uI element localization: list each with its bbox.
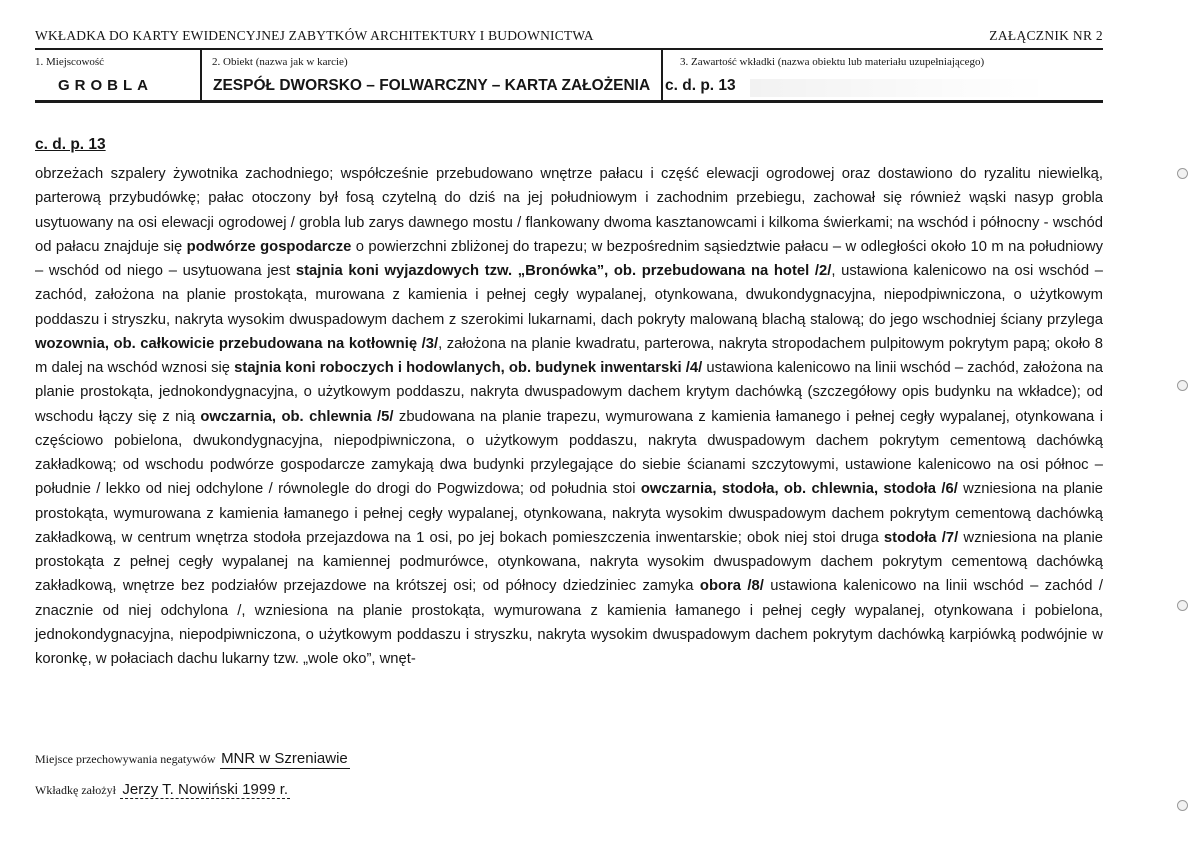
place-value: GROBLA <box>58 77 153 94</box>
annex-number: ZAŁĄCZNIK NR 2 <box>989 28 1103 43</box>
negatives-label: Miejsce przechowywania negatywów <box>35 752 216 766</box>
object-label: 2. Obiekt (nazwa jak w karcie) <box>212 56 348 68</box>
text-run: o powierzchni zbliżonej do trapezu; w bezpośrednim sąsiedztwie pałacu – w odległości około 10 m na południowy – wschód od niego – usytuowana jest <box>35 238 1103 279</box>
text-run: ustawiona kalenicowo na linii wschód – zachód, założona na planie prostokąta, jednokondygnacyjna, o użytkowym poddaszu, nakryta dwuspadowym dachem krytym dachówką (szczegółowy opis budynku na wkładce); od wschodu łączy się z nią <box>35 360 1103 425</box>
scan-smudge <box>750 79 1050 97</box>
bold-term: stajnia koni wyjazdowych tzw. „Bronówka”, ob. przebudowana na hotel /2/ <box>295 263 832 279</box>
header-rule-bottom <box>35 100 1103 103</box>
form-title: WKŁADKA DO KARTY EWIDENCYJNEJ ZABYTKÓW ARCHITEKTURY I BUDOWNICTWA <box>35 28 594 43</box>
description-paragraph <box>35 162 1103 671</box>
bold-term: owczarnia, stodoła, ob. chlewnia, stodoła /6/ <box>640 481 958 498</box>
binding-hole <box>1177 380 1188 391</box>
object-value: ZESPÓŁ DWORSKO – FOLWARCZNY – KARTA ZAŁOŻENIA <box>213 77 651 94</box>
content-value: c. d. p. 13 <box>665 77 736 94</box>
text-run: zbudowana na planie trapezu, wymurowana z kamienia łamanego i pełnej cegły wypalanej, otynkowana i częściowo pobielona, dwukondygnacyjna, niepodpiwniczona, o użytkowym poddaszu, nakryta dwuspadowym dachem pokrytym cementową dachówką zakładkową; od wschodu podwórze gospodarcze zamykają dwa budynki przylegające do siebie ścianami szczytowymi, ustawione kalenicowo na osi północ – południe / lekko od niej odchylone / równolegle do drogi do Pogwizdowa; od południa stoi <box>35 408 1103 498</box>
content-label: 3. Zawartość wkładki (nazwa obiektu lub materiału uzupełniającego) <box>680 56 985 68</box>
negatives-location: MNR w Szreniawie <box>221 750 348 767</box>
column-divider-1 <box>200 49 202 102</box>
text-run: obrzeżach szpalery żywotnika zachodniego; współcześnie przebudowano wnętrze pałacu i część elewacji ogrodowej oraz dostawiono do ryzalitu niewielką, parterową przybudówkę; pałac otoczony był fosą czytelną do dziś na jej południowym i zachodnim przebiegu, zachował się również wąski nasyp grobla usytuowany na osi elewacji ogrodowej / grobla lub zarys dawnego mostu / flankowany dwoma kasztanowcami i kilkoma świerkami; na wschód i północny - wschód od pałacu znajduje się <box>35 166 1103 255</box>
text-run: , założona na planie kwadratu, parterowa, nakryta stropodachem pulpitowym pokrytym papą; około 8 m dalej na wschód wznosi się <box>35 335 1104 376</box>
bold-term: obora /8/ <box>699 578 764 595</box>
bold-term: podwórze gospodarcze <box>186 238 352 255</box>
header-rule-top <box>35 48 1103 50</box>
author-value: Jerzy T. Nowiński 1999 r. <box>122 781 289 798</box>
text-run: wzniesiona na planie prostokąta, wymurowana z kamienia łamanego i pełnej cegły wypalanej, otynkowana, nakryta wysokim dwuspadowym dachem pokrytym cementową dachówką zakładkową, w centrum wnętrza stodoła przejazdowa na 1 osi, po jej bokach pomieszczenia inwentarskie; obok niej stoi druga <box>35 481 1103 546</box>
binding-hole <box>1177 600 1188 611</box>
text-run: , ustawiona kalenicowo na osi wschód – zachód, założona na planie prostokąta, murowana z kamienia i pełnej cegły wypalanej, otynkowana, dwukondygnacyjna, niepodpiwniczona, o użytkowym poddaszu i stryszku, nakryta wysokim dwuspadowym dachem z szerokimi lukarnami, dach pokryty malowaną blachą stalową; do jego wschodniej ściany przylega <box>35 263 1103 328</box>
bold-term: owczarnia, ob. chlewnia /5/ <box>200 408 394 425</box>
bold-term: stajnia koni roboczych i hodowlanych, ob. budynek inwentarski /4/ <box>234 360 703 376</box>
text-run: wzniesiona na planie prostokąta z pełnej cegły wypalanej na kamiennej podmurówce, otynkowana, nakryta wysokim dwuspadowym dachem pokrytym cementową dachówką zakładkową, wnętrze bez podziałów przejazdowe na krótszej osi; od północy dziedziniec zamyka <box>35 529 1103 595</box>
author-label: Wkładkę założył <box>35 783 116 797</box>
column-divider-2 <box>661 49 663 102</box>
text-run: ustawiona kalenicowo na linii wschód – zachód / znacznie od niej odchylona /, wzniesiona na planie prostokąta, wymurowana z kamienia łamanego i pełnej cegły wypalanej, otynkowana i pobielona, jednokondygnacyjna, niepodpiwniczona, o użytkowym poddaszu i stryszku, nakryta wysokim dwuspadowym dachem pokrytym dachówką karpiówką podwójnie w koronkę, w połaciach dachu lukarny tzw. „wole oko”, wnęt- <box>35 578 1103 667</box>
bold-term: wozownia, ob. całkowicie przebudowana na kotłownię /3/ <box>35 335 439 352</box>
binding-hole <box>1177 800 1188 811</box>
negatives-row <box>35 750 350 768</box>
place-label: 1. Miejscowość <box>35 56 105 68</box>
description-body <box>35 162 1103 671</box>
author-row <box>35 781 290 799</box>
continuation-heading: c. d. p. 13 <box>35 136 106 153</box>
bold-term: stodoła /7/ <box>883 529 959 546</box>
binding-hole <box>1177 168 1188 179</box>
